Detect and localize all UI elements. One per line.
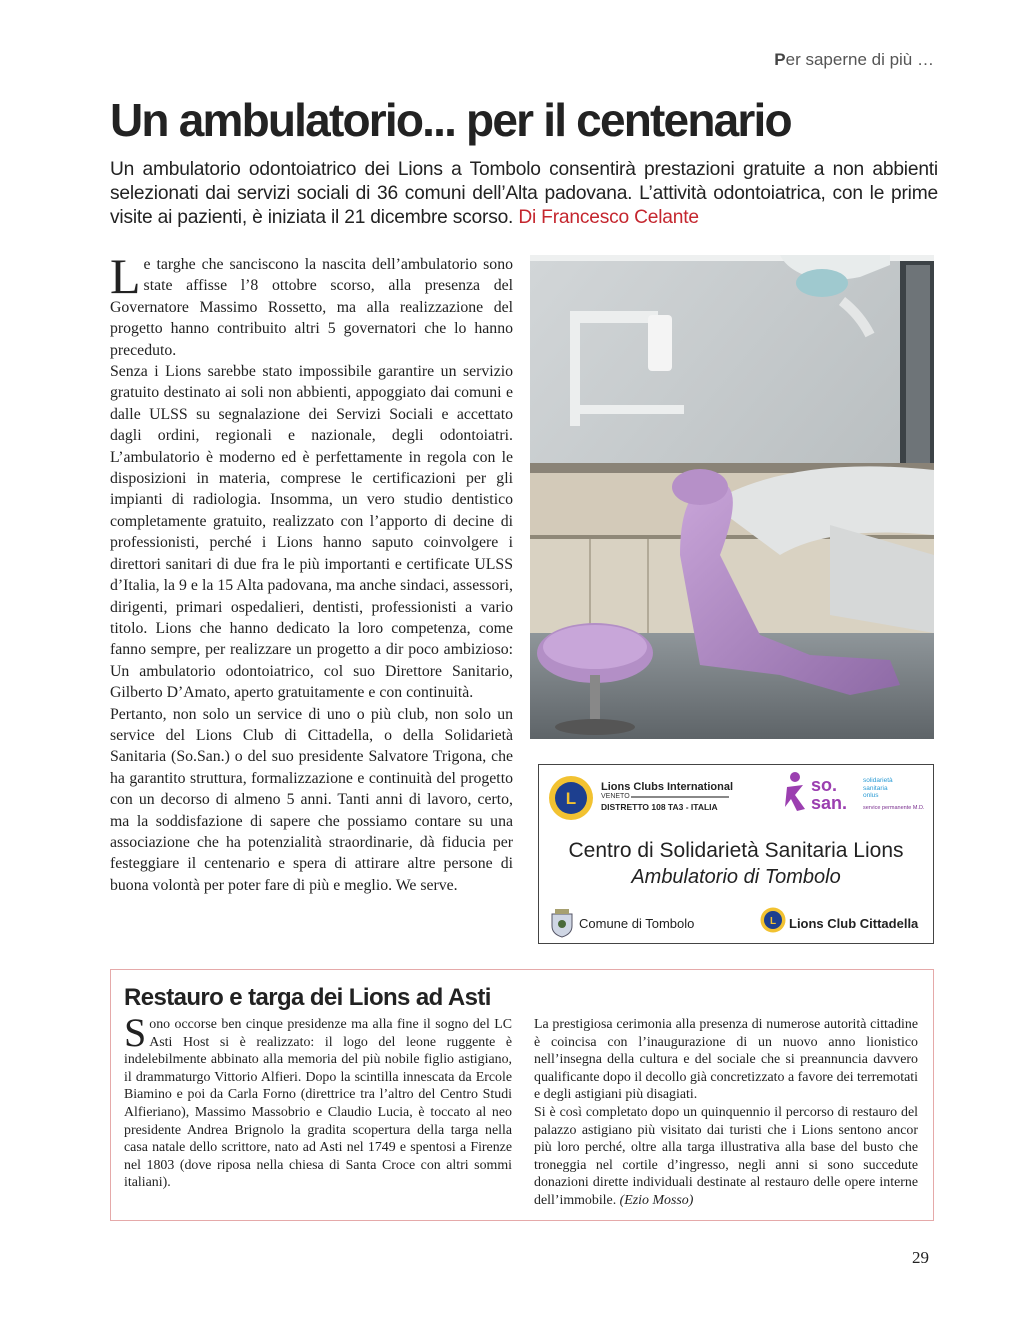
- box-drop-cap: S: [124, 1010, 147, 1055]
- box-paragraph-right-2: [534, 1104, 918, 1210]
- lions-logo-icon: [548, 775, 594, 821]
- plaque-lions-international: Lions Clubs International: [601, 781, 734, 793]
- paragraph-1-text: e targhe che sanciscono la nascita dell’ambulatorio sono state affisse l’8 ottobre scorso, alla presenza del Governatore Massimo Rossetto, ma alla realizzazione del progetto hanno contribuito altri 5 governatori che lo hanno preceduto.: [110, 256, 513, 359]
- sosan-logo-icon: [785, 769, 861, 813]
- paragraph-3: Pertanto, non solo un service di uno o più club, non solo un service del Lions Club di Cittadella, o della Solidarietà Sanitaria (So.San.) o del suo presidente Salvatore Trigona, che ha garantito struttura, formalizzazione e continuità del progetto con un decorso di almeno 5 anni. Tanti anni di lavoro, certo, ma la soddisfazione di sapere che possiamo contare su una associazione che ha potenzialità straordinarie, dà fiducia per festeggiare il centenario e spera di attirare altre persone di buona volontà per poter fare di più e meglio. We serve.: [110, 705, 513, 894]
- box-title: Restauro e targa dei Lions ad Asti: [124, 984, 491, 1011]
- drop-cap: L: [110, 248, 141, 304]
- article-title: Un ambulatorio... per il centenario: [110, 94, 791, 146]
- svg-text:san.: san.: [811, 793, 848, 813]
- sosan-subtitle: service permanente M.D.: [863, 805, 925, 811]
- sosan-line-1: solidarietà: [863, 777, 893, 784]
- plaque-divider: [631, 796, 729, 798]
- plaque-comune: Comune di Tombolo: [579, 916, 695, 931]
- article-lead: [110, 158, 938, 230]
- comune-crest-icon: [549, 908, 575, 938]
- byline: Di Francesco Celante: [518, 207, 699, 228]
- sosan-text: [863, 777, 893, 800]
- box-paragraph-left: [124, 1010, 512, 1192]
- sosan-line-2: sanitaria: [863, 784, 888, 792]
- dental-chair-photo: [530, 255, 934, 739]
- sosan-line-3: onlus: [863, 792, 879, 799]
- box-right-2-text: Si è così completato dopo un quinquennio il percorso di restauro del palazzo astigiano più visitato dai turisti che i Lions sentono ancor più loro perché, oltre alla targa illustrativa alla base del busto che troneggia nel cortile d’ingresso, negli anni si sono succedute donazioni dirette individuali destinate al restauro delle opere interne dell’immobile.: [534, 1104, 918, 1208]
- section-label: [774, 50, 934, 70]
- article-body: [110, 248, 513, 896]
- box-author: (Ezio Mosso): [619, 1192, 694, 1208]
- plaque-club: Lions Club Cittadella: [789, 916, 919, 931]
- box-left-text: ono occorse ben cinque presidenze ma alla fine il sogno del LC Asti Host si è realizzato: il logo del leone ruggente è indelebilmente abbinato alla memoria del più nobile figlio astigiano, il drammaturgo Vittorio Alfieri. Dopo la scintilla innescata da Ercole Biamino e poi da Carla Forno (direttrice tra l’altro del Centro Studi Alfieriano), Massimo Massobrio e Claudio Lucia, è toccato al neo presidente Andrea Brignolo la gradita scopertura della targa nella casa natale dello scrittore, nato ad Asti nel 1749 e spentosi a Firenze nel 1803 (dove riposa nella chiesa di Santa Croce con altri sommi italiani).: [124, 1017, 512, 1191]
- box-paragraph-right-1: La prestigiosa cerimonia alla presenza di numerose autorità cittadine è coincisa con l’inaugurazione di un nuovo anno lionistico nell’insegna della cultura e del sociale che si preannuncia davvero qualificante dopo il decollo già concretizzato a favore dei terremotati e degli astigiani più disagiati.: [534, 1017, 918, 1103]
- plaque-ambulatorio: Ambulatorio di Tombolo: [631, 866, 841, 888]
- svg-text:so.: so.: [811, 775, 838, 795]
- lead-text: Un ambulatorio odontoiatrico dei Lions a Tombolo consentirà prestazioni gratuite a non abbienti selezionati dai servizi sociali di 36 comuni dell’Alta padovana. L’attività odontoiatrica, con le prime visite ai pazienti, è iniziata il 21 dicembre scorso.: [110, 159, 938, 228]
- page-number: 29: [912, 1248, 929, 1267]
- plaque-veneto: VENETO: [601, 793, 630, 800]
- svg-text:L: L: [769, 916, 777, 927]
- lions-club-logo-icon: [760, 907, 786, 933]
- box-column-left: [124, 1010, 512, 1192]
- paragraph-2: Senza i Lions sarebbe stato impossibile garantire un servizio gratuito destinato ai soli non abbienti, appoggiato dai comuni e dalle ULSS su segnalazione dei Servizi Sociali e accettato dagli ordini, regionali e nazionale, degli odontoiatri. L’ambulatorio è moderno ed è perfettamente in regola con le disposizioni in materia, comprese le certificazioni per gli impianti di radiologia. Insomma, un vero studio dentistico completamente gratuito, realizzato con l’apporto di decine di professionisti, perché i Lions hanno saputo coinvolgere i direttori sanitari di due fra le più importanti e certificate ULSS d’Italia, la 9 e la 15 Alta padovana, ma anche sindaci, assessori, dirigenti, primari ospedalieri, dentisti, professionisti a vario titolo. Lions che hanno dedicato la loro competenza, come fanno sempre, per realizzare un progetto a dir poco ambizioso: Un ambulatorio odontoiatrico, col suo Direttore Sanitario, Gilberto D’Amato, aperto gratuitamente e con continuità.: [110, 363, 513, 702]
- paragraph-1: [110, 248, 513, 361]
- section-label-initial: P: [774, 50, 786, 69]
- plaque-centro: Centro di Solidarietà Sanitaria Lions: [568, 839, 904, 862]
- plaque-distretto: DISTRETTO 108 TA3 - ITALIA: [601, 802, 718, 812]
- section-label-text: er saperne di più …: [785, 50, 934, 69]
- svg-text:L: L: [565, 789, 577, 808]
- plaque: [538, 764, 934, 944]
- box-column-right: [534, 1016, 918, 1210]
